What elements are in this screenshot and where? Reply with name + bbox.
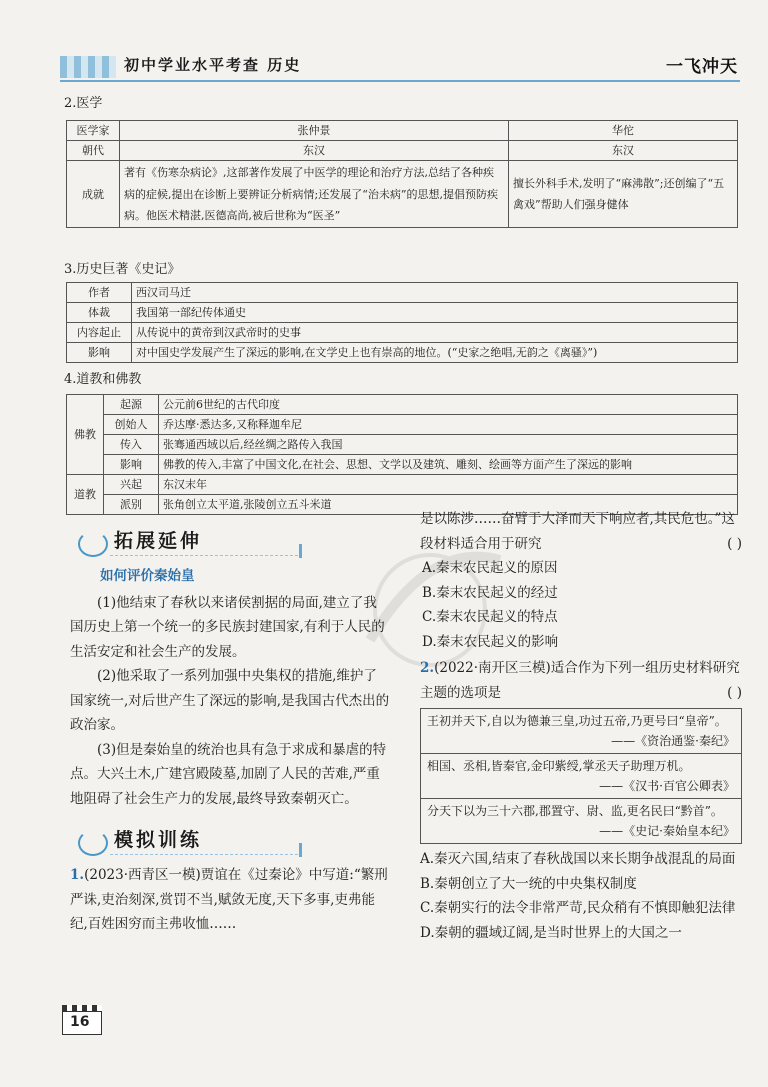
option[interactable]: B.秦朝创立了大一统的中央集权制度 (420, 875, 637, 892)
option[interactable]: C.秦末农民起义的特点 (422, 609, 558, 625)
row-label: 体裁 (67, 303, 132, 323)
header-rule (60, 80, 740, 82)
option[interactable]: A.秦末农民起义的原因 (422, 560, 558, 576)
practice-title: 模拟训练 (114, 829, 203, 851)
religion-table (66, 394, 738, 515)
medicine-heading: 2.医学 (64, 96, 103, 111)
checker-decoration-icon (60, 56, 116, 78)
extension-column (70, 526, 390, 937)
extension-paragraph: (2)他采取了一系列加强中央集权的措施,维护了国家统一,对后世产生了深远的影响,是我国古代杰出的政治家。 (70, 668, 390, 733)
extension-title: 拓展延伸 (114, 530, 203, 552)
page-header (60, 50, 740, 82)
row-label: 影响 (104, 455, 159, 475)
material (421, 709, 741, 754)
extension-paragraph: (1)他结束了春秋以来诸侯割据的局面,建立了我国历史上第一个统一的多民族封建国家,有利于人民的生活安定和社会生产的发展。 (70, 594, 385, 660)
option[interactable]: C.秦朝实行的法令非常严苛,民众稍有不慎即触犯法律 (420, 900, 736, 916)
option[interactable]: A.秦灭六国,结束了春秋战国以来长期争战混乱的局面 (420, 851, 736, 867)
medicine-table (66, 120, 738, 228)
extension-subtitle: 如何评价秦始皇 (100, 568, 195, 584)
doctor-name: 张仲景 (120, 121, 509, 141)
material-text: 王初并天下,自以为德兼三皇,功过五帝,乃更号曰“皇帝”。 (427, 714, 727, 728)
swoosh-icon (78, 830, 108, 856)
col-achievement: 成就 (67, 161, 120, 228)
page-number: 16 (70, 1014, 90, 1030)
material-source: ——《汉书·百官公卿表》 (599, 779, 735, 793)
doctor-achievement: 著有《伤寒杂病论》,这部著作发展了中医学的理论和治疗方法,总结了各种疾病的症候,提出在诊断上要辨证分析病情;还发展了“治未病”的思想,提倡预防疾病。他医术精湛,医德高尚,被后世称为“医圣” (120, 161, 509, 228)
answer-blank[interactable]: ( ) (727, 535, 742, 552)
row-value: 对中国史学发展产生了深远的影响,在文学史上也有崇高的地位。(“史家之绝唱,无韵之《离骚》”) (132, 343, 738, 363)
col-doctor: 医学家 (67, 121, 120, 141)
material-text: 相国、丞相,皆秦官,金印紫绶,掌丞天子助理万机。 (427, 759, 691, 773)
row-label: 内容起止 (67, 323, 132, 343)
row-label: 起源 (104, 395, 159, 415)
row-value: 从传说中的黄帝到汉武帝时的史事 (132, 323, 738, 343)
col-dynasty: 朝代 (67, 141, 120, 161)
header-title: 初中学业水平考查 历史 (124, 56, 302, 74)
question-number: 2. (420, 660, 435, 676)
shiji-heading: 3.历史巨著《史记》 (64, 262, 181, 277)
material (421, 754, 741, 799)
material (421, 799, 741, 843)
row-label: 传入 (104, 435, 159, 455)
row-label: 兴起 (104, 475, 159, 495)
row-value: 西汉司马迁 (132, 283, 738, 303)
question-2 (420, 656, 742, 705)
doctor-dynasty: 东汉 (120, 141, 509, 161)
row-value: 我国第一部纪传体通史 (132, 303, 738, 323)
group-buddhism: 佛教 (67, 395, 104, 475)
row-label: 影响 (67, 343, 132, 363)
material-source: ——《资治通鉴·秦纪》 (611, 734, 735, 748)
practice-header (70, 825, 390, 859)
question-text: (2022·南开区三模)适合作为下列一组历史材料研究主题的选项是 (420, 660, 740, 701)
extension-paragraph: (3)但是秦始皇的统治也具有急于求成和暴虐的特点。大兴土木,广建宫殿陵墓,加剧了人民的苦难,严重地阻碍了社会生产力的发展,最终导致秦朝灭亡。 (70, 741, 387, 807)
group-taoism: 道教 (67, 475, 104, 515)
option[interactable]: D.秦末农民起义的影响 (422, 633, 559, 650)
religion-heading: 4.道教和佛教 (64, 372, 142, 387)
page-number-badge (62, 1005, 102, 1035)
row-value: 张骞通西域以后,经丝绸之路传入我国 (159, 435, 738, 455)
shiji-table (66, 282, 738, 363)
header-brand: 一飞冲天 (666, 57, 738, 77)
doctor-name: 华佗 (509, 121, 738, 141)
question-number: 1. (70, 867, 85, 883)
row-label: 作者 (67, 283, 132, 303)
extension-header (70, 526, 390, 560)
doctor-achievement: 擅长外科手术,发明了“麻沸散”;还创编了“五禽戏”帮助人们强身健体 (509, 161, 738, 228)
question-1-continued (420, 507, 742, 556)
row-value: 张角创立太平道,张陵创立五斗米道 (159, 495, 738, 515)
material-text: 分天下以为三十六郡,郡置守、尉、监,更名民曰“黔首”。 (427, 804, 723, 818)
row-label: 创始人 (104, 415, 159, 435)
material-source: ——《史记·秦始皇本纪》 (599, 824, 735, 838)
swoosh-icon (78, 531, 108, 557)
answer-blank[interactable]: ( ) (727, 684, 742, 701)
row-label: 派别 (104, 495, 159, 515)
question-text: (2023·西青区一模)贾谊在《过秦论》中写道:“繁刑严诛,吏治刻深,赏罚不当,赋敛无度,天下多事,吏弗能纪,百姓困穷而主弗收恤…… (70, 867, 388, 932)
option[interactable]: D.秦朝的疆域辽阔,是当时世界上的大国之一 (420, 924, 682, 941)
row-value: 公元前6世纪的古代印度 (159, 395, 738, 415)
right-column (420, 507, 742, 945)
row-value: 东汉末年 (159, 475, 738, 495)
row-value: 佛教的传入,丰富了中国文化,在社会、思想、文学以及建筑、雕刻、绘画等方面产生了深远的影响 (159, 455, 738, 475)
materials-box (420, 708, 742, 844)
doctor-dynasty: 东汉 (509, 141, 738, 161)
option[interactable]: B.秦末农民起义的经过 (422, 584, 558, 601)
row-value: 乔达摩·悉达多,又称释迦牟尼 (159, 415, 738, 435)
question-text: 是以陈涉……奋臂于大泽而天下响应者,其民危也。”这段材料适合用于研究 (420, 511, 735, 552)
question-1 (70, 863, 390, 937)
